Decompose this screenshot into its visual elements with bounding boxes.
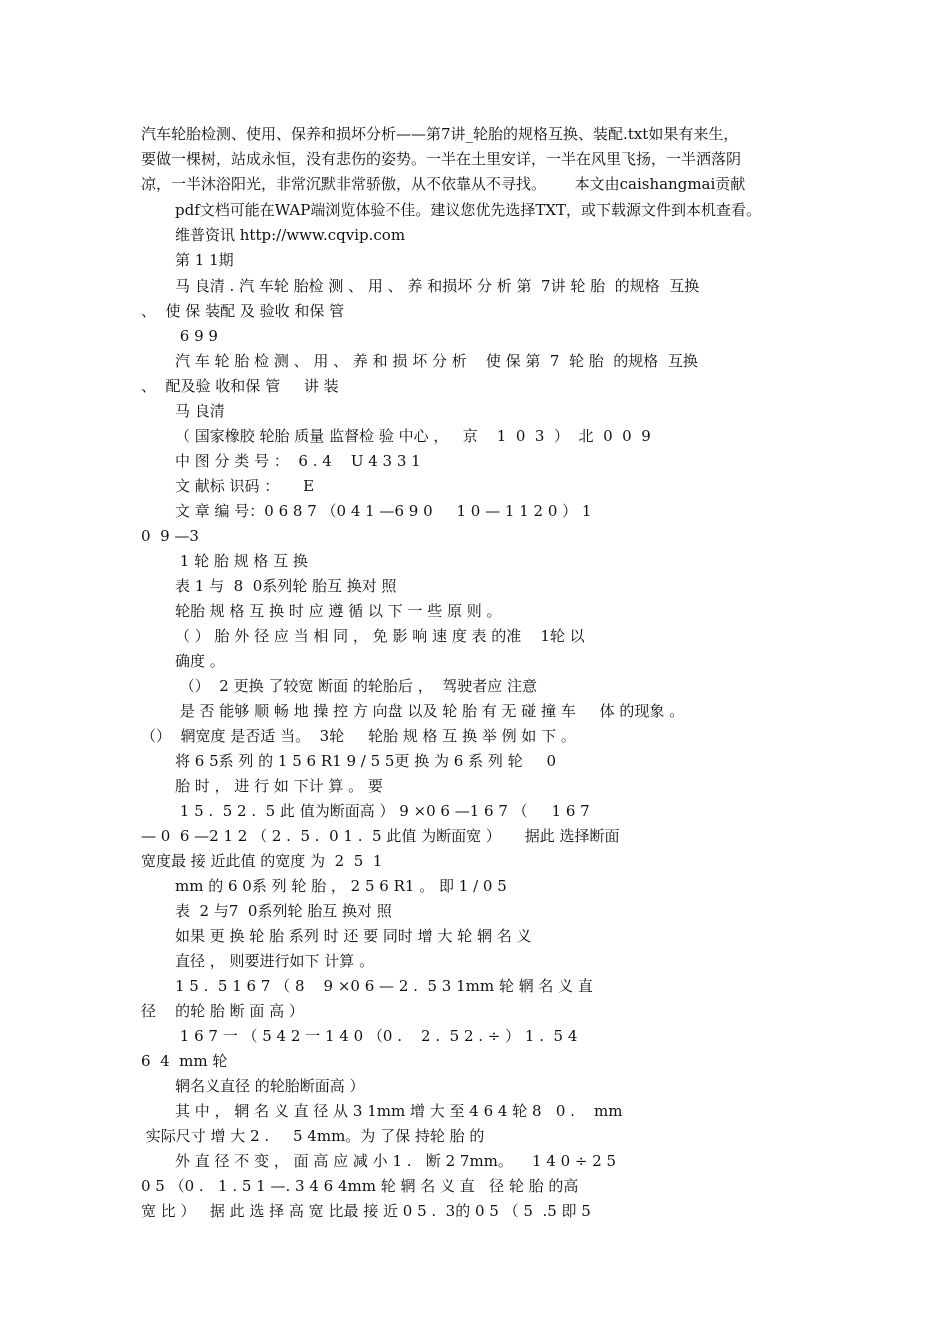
- text-line: 确度 。: [175, 652, 225, 670]
- text-line: 汽 车 轮 胎 检 测 、 用 、 养 和 损 坏 分 析 使 保 第 7 轮 胎 的规格 互换: [175, 352, 698, 370]
- text-line: 马 良清 . 汽 车轮 胎检 测 、 用 、 养 和损坏 分 析 第 7讲 轮 胎 的规格 互换: [175, 277, 700, 295]
- text-line: （） 2 更换 了较宽 断面 的轮胎后 ， 驾驶者应 注意: [175, 677, 537, 695]
- text-line: 直径 ， 则要进行如下 计算 。: [175, 952, 375, 970]
- text-line: mm 的 6 0系 列 轮 胎 ， 2 5 6 R1 。 即 1 / 0 5: [175, 877, 507, 895]
- text-line: 宽 比 ） 据 此 选 择 高 宽 比最 接 近 0 5 . 3的 0 5 （ 5 .5 即 5: [141, 1202, 591, 1220]
- text-line: 其 中 ， 辋 名 义 直 径 从 3 1mm 增 大 至 4 6 4 轮 8 0 . mm: [175, 1102, 623, 1120]
- text-line: 0 5 （0 . 1 . 5 1 —. 3 4 6 4mm 轮 辋 名 义 直 径 轮 胎 的高: [141, 1177, 579, 1195]
- text-line: 6 4 mm 轮: [141, 1052, 228, 1070]
- text-line: 胎 时 ， 进 行 如 下计 算 。 要: [175, 777, 383, 795]
- text-line: 凉，一半沐浴阳光，非常沉默非常骄傲，从不依靠从不寻找。 本文由caishangmai贡献: [141, 175, 746, 193]
- text-line: 径 的轮 胎 断 面 高 ）: [141, 1002, 304, 1020]
- text-line: 要做一棵树，站成永恒，没有悲伤的姿势。一半在土里安详，一半在风里飞扬，一半洒落阴: [141, 150, 742, 168]
- text-line: 维普资讯 http://www.cqvip.com: [175, 226, 406, 244]
- text-line: 文 章 编 号：0 6 8 7 （0 4 1 —6 9 0 1 0 — 1 1 2 0 ） 1: [175, 502, 592, 520]
- text-line: 是 否 能够 顺 畅 地 操 控 方 向盘 以及 轮 胎 有 无 碰 撞 车 体 的现象 。: [175, 702, 685, 720]
- text-line: 、 使 保 装配 及 验收 和保 管: [141, 302, 345, 320]
- text-line: 1 5 . 5 2 . 5 此 值为断面高 ） 9 ×0 6 —1 6 7 （ 1 6 7: [175, 802, 590, 820]
- text-line: 马 良清: [175, 402, 225, 420]
- text-line: 、 配及验 收和保 管 讲 装: [141, 377, 339, 395]
- text-line: pdf文档可能在WAP端浏览体验不佳。建议您优先选择TXT，或下载源文件到本机查看。: [175, 201, 762, 219]
- text-line: 表 1 与 8 0系列轮 胎互 换对 照: [175, 577, 397, 595]
- text-line: 中 图 分 类 号 ： 6 . 4 U 4 3 3 1: [175, 452, 421, 470]
- text-line: 1 5 . 5 1 6 7 （ 8 9 ×0 6 — 2 . 5 3 1mm 轮 辋 名 义 直: [175, 977, 593, 995]
- text-line: 宽度最 接 近此值 的宽度 为 2 5 1: [141, 852, 383, 870]
- text-line: 将 6 5系 列 的 1 5 6 R1 9 / 5 5更 换 为 6 系 列 轮 0: [175, 752, 556, 770]
- text-line: 轮胎 规 格 互 换 时 应 遵 循 以 下 一 些 原 则 。: [175, 602, 502, 620]
- text-line: 汽车轮胎检测、使用、保养和损坏分析——第7讲_轮胎的规格互换、装配.txt如果有来生，: [141, 125, 739, 143]
- text-line: （ ） 胎 外 径 应 当 相 同 ， 免 影 响 速 度 表 的准 1轮 以: [175, 627, 585, 645]
- text-line: — 0 6 —2 1 2 （ 2 . 5 . 0 1 . 5 此值 为断面宽 ） 据此 选择断面: [141, 827, 620, 845]
- text-line: 表 2 与7 0系列轮 胎互 换对 照: [175, 902, 392, 920]
- text-line: 1 6 7 一 （ 5 4 2 一 1 4 0 （0 . 2 . 5 2 . ÷ ） 1 . 5 4: [175, 1027, 578, 1045]
- text-line: 第 1 1期: [175, 251, 234, 269]
- text-line: 文 献标 识码 ： E: [175, 477, 315, 495]
- text-line: 实际尺寸 增 大 2 . 5 4mm。为 了保 持轮 胎 的: [141, 1127, 485, 1145]
- text-line: 6 9 9: [175, 327, 218, 345]
- text-line: 0 9 —3: [141, 527, 199, 545]
- text-line: 外 直 径 不 变 ， 面 高 应 减 小 1 . 断 2 7mm。 1 4 0 ÷ 2 5: [175, 1152, 617, 1170]
- text-line: （ 国家橡胶 轮胎 质量 监督检 验 中心 ， 京 1 0 3 ） 北 0 0 9: [175, 427, 651, 445]
- text-line: 1 轮 胎 规 格 互 换: [175, 552, 308, 570]
- text-line: 如果 更 换 轮 胎 系列 时 还 要 同时 增 大 轮 辋 名 义: [175, 927, 532, 945]
- text-line: （） 辋宽度 是否适 当。 3轮 轮胎 规 格 互 换 举 例 如 下 。: [141, 727, 576, 745]
- text-line: 辋名义直径 的轮胎断面高 ）: [175, 1077, 365, 1095]
